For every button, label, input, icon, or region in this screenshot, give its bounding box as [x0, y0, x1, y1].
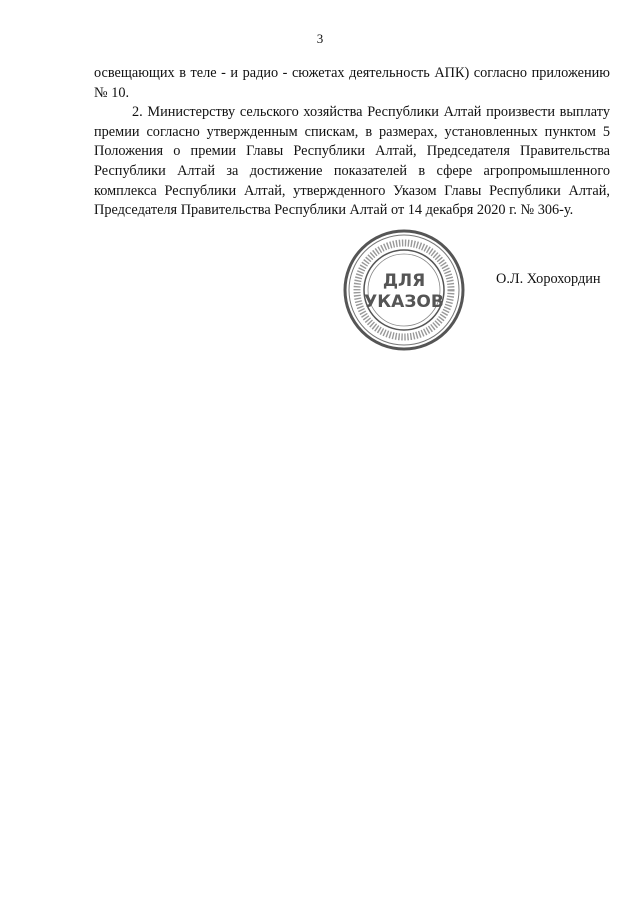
official-seal-stamp: [342, 228, 466, 352]
paragraph-continuation: освещающих в теле - и радио - сюжетах деятельность АПК) согласно приложению № 10.: [94, 65, 610, 101]
seal-text-line1: ДЛЯ: [382, 271, 426, 291]
document-body: [94, 64, 610, 221]
page-number: 3: [316, 31, 324, 46]
paragraph-item-2: 2. Министерству сельского хозяйства Республики Алтай произвести выплату премии согласно утвержденным спискам, в размерах, установленных пунктом 5 Положения о премии Главы Республики Алтай, Председателя Правительства Республики Алтай за достижение показателей в сфере агропромышленного комплекса Республики Алтай, утвержденного Указом Главы Республики Алтай, Председателя Правительства Республики Алтай от 14 декабря 2020 г. № 306-у.: [94, 104, 610, 219]
seal-graphic: [342, 228, 466, 352]
seal-text-line2: УКАЗОВ: [364, 292, 444, 312]
signatory-name: О.Л. Хорохордин: [496, 271, 601, 287]
